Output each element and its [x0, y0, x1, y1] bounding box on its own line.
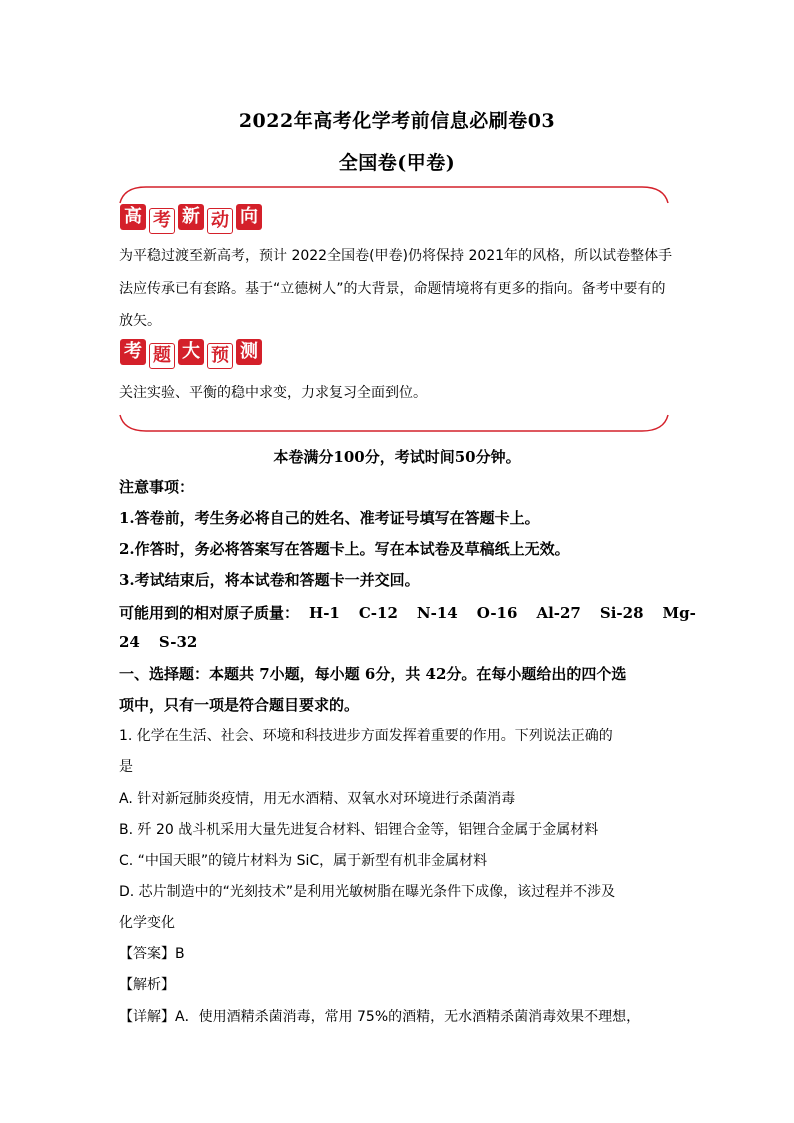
- banner-char: 高: [120, 204, 146, 230]
- note-item: 1.答卷前，考生务必将自己的姓名、准考证号填写在答题卡上。: [119, 509, 540, 527]
- atomic-mass-value: H-1: [309, 604, 340, 622]
- banner-char: 动: [207, 208, 233, 234]
- exam-info: 本卷满分100分，考试时间50分钟。: [273, 448, 521, 466]
- banner-char: 向: [236, 204, 262, 230]
- detail-line: 【详解】A．使用酒精杀菌消毒，常用 75%的酒精，无水酒精杀菌消毒效果不理想，: [119, 1009, 641, 1025]
- document-subtitle: 全国卷(甲卷): [338, 152, 456, 174]
- intro-line: 放矢。: [119, 313, 161, 329]
- banner-char: 题: [149, 343, 175, 369]
- atomic-mass-line: [119, 633, 216, 651]
- option-b: B. 歼 20 战斗机采用大量先进复合材料、铝锂合金等，铝锂合金属于金属材料: [119, 822, 599, 838]
- banner-char: 大: [178, 339, 204, 365]
- notes-heading: 注意事项：: [119, 478, 195, 496]
- question-stem: 是: [119, 759, 133, 775]
- atomic-mass-value: Si-28: [599, 604, 644, 622]
- banner-char: 考: [120, 339, 146, 365]
- answer-line: 【答案】B: [119, 946, 185, 962]
- option-d: 化学变化: [119, 915, 175, 931]
- atomic-mass-value: N-14: [416, 604, 458, 622]
- atomic-mass-label: 可能用到的相对原子质量：: [119, 604, 300, 622]
- banner-char: 预: [207, 343, 233, 369]
- banner-char: 测: [236, 339, 262, 365]
- new-trend-banner: [120, 204, 262, 234]
- analysis-heading: 【解析】: [119, 977, 175, 993]
- document-title: 2022年高考化学考前信息必刷卷03: [238, 110, 556, 132]
- section-heading: 一、选择题：本题共 7小题，每小题 6分，共 42分。在每小题给出的四个选: [119, 665, 627, 683]
- question-stem: 1. 化学在生活、社会、环境和科技进步方面发挥着重要的作用。下列说法正确的: [119, 728, 613, 744]
- section-heading: 项中，只有一项是符合题目要求的。: [119, 696, 360, 714]
- option-a: A. 针对新冠肺炎疫情，用无水酒精、双氧水对环境进行杀菌消毒: [119, 791, 516, 807]
- option-d: D. 芯片制造中的“光刻技术”是利用光敏树脂在曝光条件下成像，该过程并不涉及: [119, 884, 616, 900]
- note-item: 2.作答时，务必将答案写在答题卡上。写在本试卷及草稿纸上无效。: [119, 540, 570, 558]
- option-c: C. “中国天眼”的镜片材料为 SiC，属于新型有机非金属材料: [119, 853, 488, 869]
- atomic-mass-value: C-12: [358, 604, 398, 622]
- atomic-mass-value: S-32: [158, 633, 198, 651]
- atomic-mass-line: [119, 602, 715, 623]
- atomic-mass-value: 24: [119, 633, 140, 651]
- forecast-banner: [120, 339, 262, 369]
- intro-line: 为平稳过渡至新高考，预计 2022全国卷(甲卷)仍将保持 2021年的风格，所以试卷整体手: [119, 248, 673, 264]
- atomic-mass-value: Mg-: [662, 604, 696, 622]
- note-item: 3.考试结束后，将本试卷和答题卡一并交回。: [119, 571, 420, 589]
- intro-line: 法应传承已有套路。基于“立德树人”的大背景，命题情境将有更多的指向。备考中要有的: [119, 281, 666, 297]
- atomic-mass-value: Al-27: [536, 604, 581, 622]
- banner-char: 新: [178, 204, 204, 230]
- banner-char: 考: [149, 208, 175, 234]
- atomic-mass-value: O-16: [476, 604, 518, 622]
- forecast-text: 关注实验、平衡的稳中求变，力求复习全面到位。: [119, 385, 427, 401]
